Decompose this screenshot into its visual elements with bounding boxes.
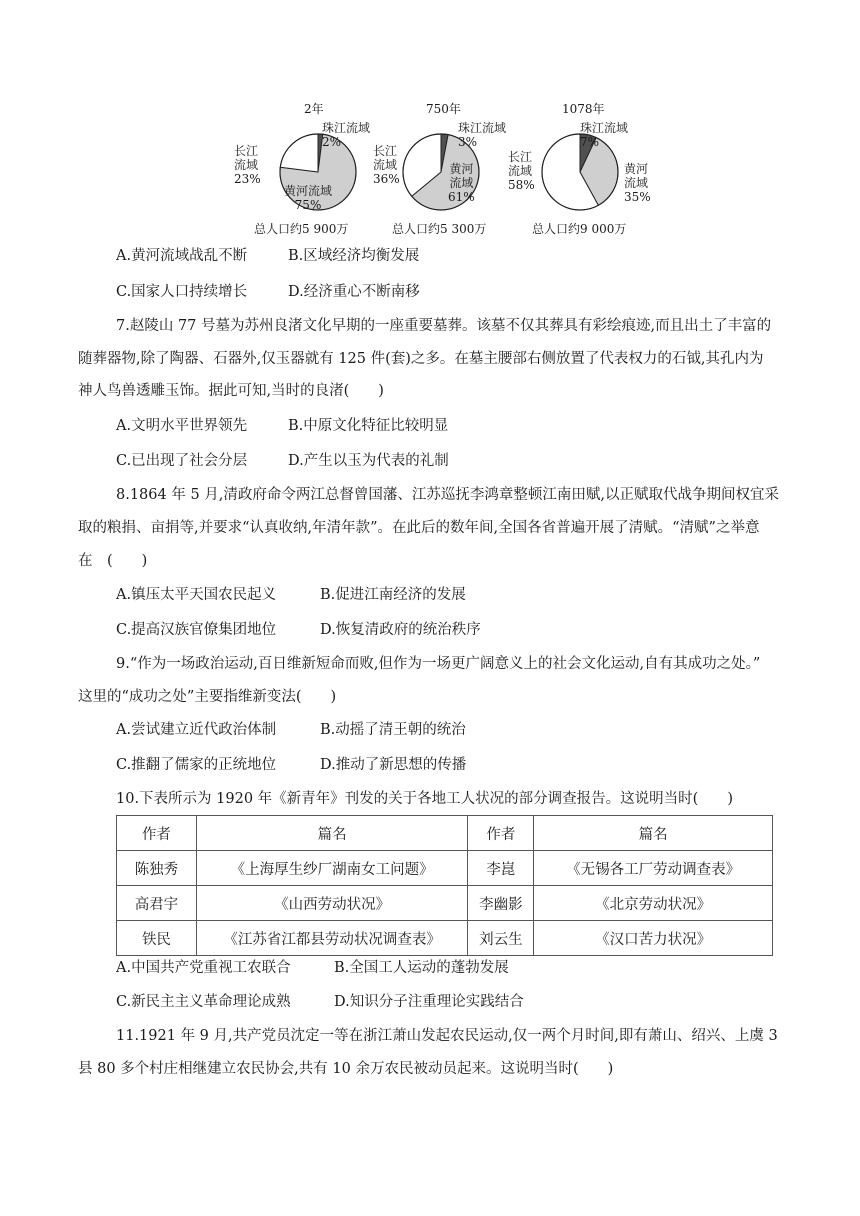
pie3-huanghe-label: 黄河 流域 35% xyxy=(624,162,651,204)
table-cell: 铁民 xyxy=(117,921,197,956)
table-row xyxy=(117,921,773,956)
q10-option-b[interactable]: B.全国工人运动的蓬勃发展 xyxy=(334,960,509,976)
q10-option-c[interactable]: C.新民主主义革命理论成熟 xyxy=(116,994,291,1010)
q7-option-a[interactable]: A.文明水平世界领先 xyxy=(116,418,248,434)
pie2-total: 总人口约5 300万 xyxy=(392,222,487,236)
pie1-zhujiang-label: 珠江流域 2% xyxy=(322,121,371,149)
pie1-changjiang-label: 长江 流域 23% xyxy=(234,144,261,186)
q9-option-b[interactable]: B.动摇了清王朝的统治 xyxy=(320,722,466,738)
pie2-huanghe-label: 黄河 流域 61% xyxy=(448,162,475,204)
population-pie-figure xyxy=(228,96,658,246)
table-header-title: 篇名 xyxy=(196,816,468,851)
table-cell: 《汉口苦力状况》 xyxy=(534,921,773,956)
q8-option-c[interactable]: C.提高汉族官僚集团地位 xyxy=(116,622,277,638)
q11-stem-line2: 县 80 多个村庄相继建立农民协会,共有 10 余万农民被动员起来。这说明当时( ) xyxy=(78,1061,614,1077)
table-cell: 《江苏省江都县劳动状况调查表》 xyxy=(196,921,468,956)
table-cell: 《山西劳动状况》 xyxy=(196,886,468,921)
table-cell: 高君宇 xyxy=(117,886,197,921)
table-header-author: 作者 xyxy=(117,816,197,851)
q8-stem-line3: 在 ( ) xyxy=(78,553,148,569)
q10-option-d[interactable]: D.知识分子注重理论实践结合 xyxy=(334,994,524,1010)
survey-reports-table xyxy=(116,815,773,956)
table-cell: 《无锡各工厂劳动调查表》 xyxy=(534,851,773,886)
q9-option-a[interactable]: A.尝试建立近代政治体制 xyxy=(116,722,277,738)
table-header-row xyxy=(117,816,773,851)
q6-option-b[interactable]: B.区域经济均衡发展 xyxy=(288,248,420,264)
table-cell: 陈独秀 xyxy=(117,851,197,886)
q11-stem-line1: 11.1921 年 9 月,共产党员沈定一等在浙江萧山发起农民运动,仅一两个月时间,即有萧山、绍兴、上虞 3 xyxy=(116,1028,778,1044)
table-cell: 李崑 xyxy=(468,851,534,886)
pie3-year: 1078年 xyxy=(562,102,605,116)
q10-option-a[interactable]: A.中国共产党重视工农联合 xyxy=(116,960,291,976)
pie1-total: 总人口约5 900万 xyxy=(254,222,349,236)
q6-option-c[interactable]: C.国家人口持续增长 xyxy=(116,284,248,300)
table-row xyxy=(117,851,773,886)
table-cell: 李幽影 xyxy=(468,886,534,921)
table-row xyxy=(117,886,773,921)
q9-stem-line2: 这里的“成功之处”主要指维新变法( ) xyxy=(78,689,337,705)
q9-stem-line1: 9.“作为一场政治运动,百日维新短命而败,但作为一场更广阔意义上的社会文化运动,自有其成功之处。” xyxy=(116,656,761,672)
q7-option-d[interactable]: D.产生以玉为代表的礼制 xyxy=(288,453,449,469)
pie1-slice-changjiang xyxy=(280,134,318,172)
table-header-title: 篇名 xyxy=(534,816,773,851)
table-cell: 刘云生 xyxy=(468,921,534,956)
q8-option-d[interactable]: D.恢复清政府的统治秩序 xyxy=(320,622,481,638)
q8-stem-line1: 8.1864 年 5 月,清政府命令两江总督曾国藩、江苏巡抚李鸿章整顿江南田赋,以正赋取代战争期间权宜采 xyxy=(116,487,780,503)
q7-option-c[interactable]: C.已出现了社会分层 xyxy=(116,453,248,469)
pie2-zhujiang-label: 珠江流域 3% xyxy=(458,121,507,149)
pie3-total: 总人口约9 000万 xyxy=(532,222,627,236)
q7-stem-line3: 神人鸟兽透雕玉饰。据此可知,当时的良渚( ) xyxy=(78,383,384,399)
pie1-huanghe-label: 黄河流域 75% xyxy=(284,184,333,212)
q8-option-a[interactable]: A.镇压太平天国农民起义 xyxy=(116,587,277,603)
q8-option-b[interactable]: B.促进江南经济的发展 xyxy=(320,587,466,603)
pie3-changjiang-label: 长江 流域 58% xyxy=(508,150,535,192)
pie2-year: 750年 xyxy=(426,102,461,116)
q10-stem: 10.下表所示为 1920 年《新青年》刊发的关于各地工人状况的部分调查报告。这说明当时( ) xyxy=(116,791,733,807)
table-header-author: 作者 xyxy=(468,816,534,851)
pie1-year: 2年 xyxy=(304,102,324,116)
q8-stem-line2: 取的粮捐、亩捐等,并要求“认真收纳,年清年款”。在此后的数年间,全国各省普遍开展了清赋。“清赋”之举意 xyxy=(78,520,760,536)
q9-option-d[interactable]: D.推动了新思想的传播 xyxy=(320,757,467,773)
table-cell: 《上海厚生纱厂湖南女工问题》 xyxy=(196,851,468,886)
q6-option-d[interactable]: D.经济重心不断南移 xyxy=(288,284,420,300)
q6-option-a[interactable]: A.黄河流域战乱不断 xyxy=(116,248,248,264)
pie3-zhujiang-label: 珠江流域 7% xyxy=(580,121,629,149)
q7-stem-line2: 随葬器物,除了陶器、石器外,仅玉器就有 125 件(套)之多。在墓主腰部右侧放置了代表权力的石钺,其孔内为 xyxy=(78,351,764,367)
q7-stem-line1: 7.赵陵山 77 号墓为苏州良渚文化早期的一座重要墓葬。该墓不仅其葬具有彩绘痕迹,而且出土了丰富的 xyxy=(116,318,772,334)
pie2-changjiang-label: 长江 流域 36% xyxy=(373,144,400,186)
q7-option-b[interactable]: B.中原文化特征比较明显 xyxy=(288,418,449,434)
table-cell: 《北京劳动状况》 xyxy=(534,886,773,921)
q9-option-c[interactable]: C.推翻了儒家的正统地位 xyxy=(116,757,277,773)
